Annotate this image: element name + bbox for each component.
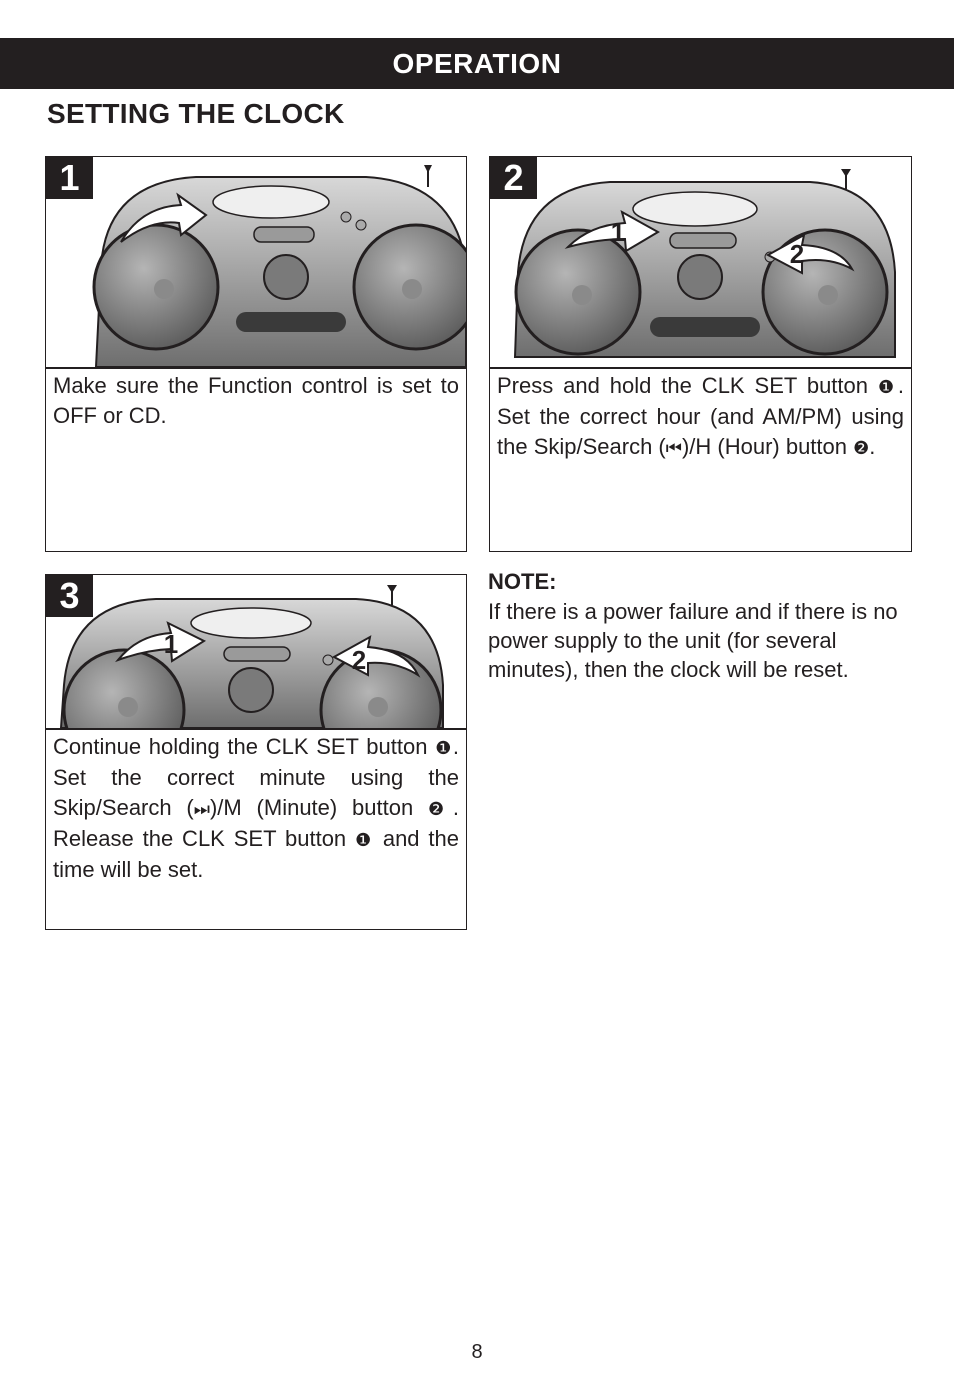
step-2-text xyxy=(497,371,904,463)
step-2-badge: 2 xyxy=(490,157,537,199)
callout-2: 2 xyxy=(351,645,367,675)
marker-1: ❶ xyxy=(877,377,898,397)
step-3-text-c: )/M (Minute) button xyxy=(209,795,429,820)
step-2-text-d: . xyxy=(869,434,876,459)
note-body: If there is a power failure and if there is no power supply to the unit (for several minutes), then the clock will be reset. xyxy=(488,599,898,682)
step-2-text-b: . Set the correct hour (and AM/PM) using the Skip/Search ( xyxy=(497,373,904,459)
marker-1: ❶ xyxy=(435,738,453,758)
skip-forward-icon: ⏭ xyxy=(193,799,210,819)
step-2-text-a: Press and hold the CLK SET button xyxy=(497,373,878,398)
step-3-text-b: . Set the correct minute using the Skip/Search ( xyxy=(53,734,460,820)
boombox-illustration xyxy=(46,575,466,730)
header-title: OPERATION xyxy=(392,47,562,79)
step-3-text-d: . Release the CLK SET button xyxy=(53,795,459,851)
step-3-badge: 3 xyxy=(46,575,93,617)
boombox-illustration xyxy=(46,157,466,369)
step-3-text-a: Continue holding the CLK SET button xyxy=(53,734,436,759)
step-3-panel xyxy=(45,574,467,930)
step-2-panel xyxy=(489,156,912,552)
marker-2: ❷ xyxy=(853,438,870,458)
callout-1: 1 xyxy=(610,217,626,247)
step-3-text xyxy=(53,732,459,885)
marker-2: ❷ xyxy=(428,799,453,819)
note-heading: NOTE: xyxy=(488,569,557,594)
marker-1-repeat: ❶ xyxy=(355,830,374,850)
step-2-text-c: )/H (Hour) button xyxy=(681,434,854,459)
callout-1: 1 xyxy=(163,629,179,659)
step-1-badge: 1 xyxy=(46,157,93,199)
step-1-text: Make sure the Function control is set to OFF or CD. xyxy=(53,373,459,428)
section-header-bar xyxy=(0,38,954,89)
step-1-panel xyxy=(45,156,467,552)
page-title: SETTING THE CLOCK xyxy=(47,98,345,129)
page-number: 8 xyxy=(471,1341,483,1363)
boombox-illustration xyxy=(490,157,911,369)
skip-back-icon: ⏮ xyxy=(665,438,682,458)
step-3-text-e: and the time will be set. xyxy=(53,826,459,882)
callout-2: 2 xyxy=(789,239,805,269)
